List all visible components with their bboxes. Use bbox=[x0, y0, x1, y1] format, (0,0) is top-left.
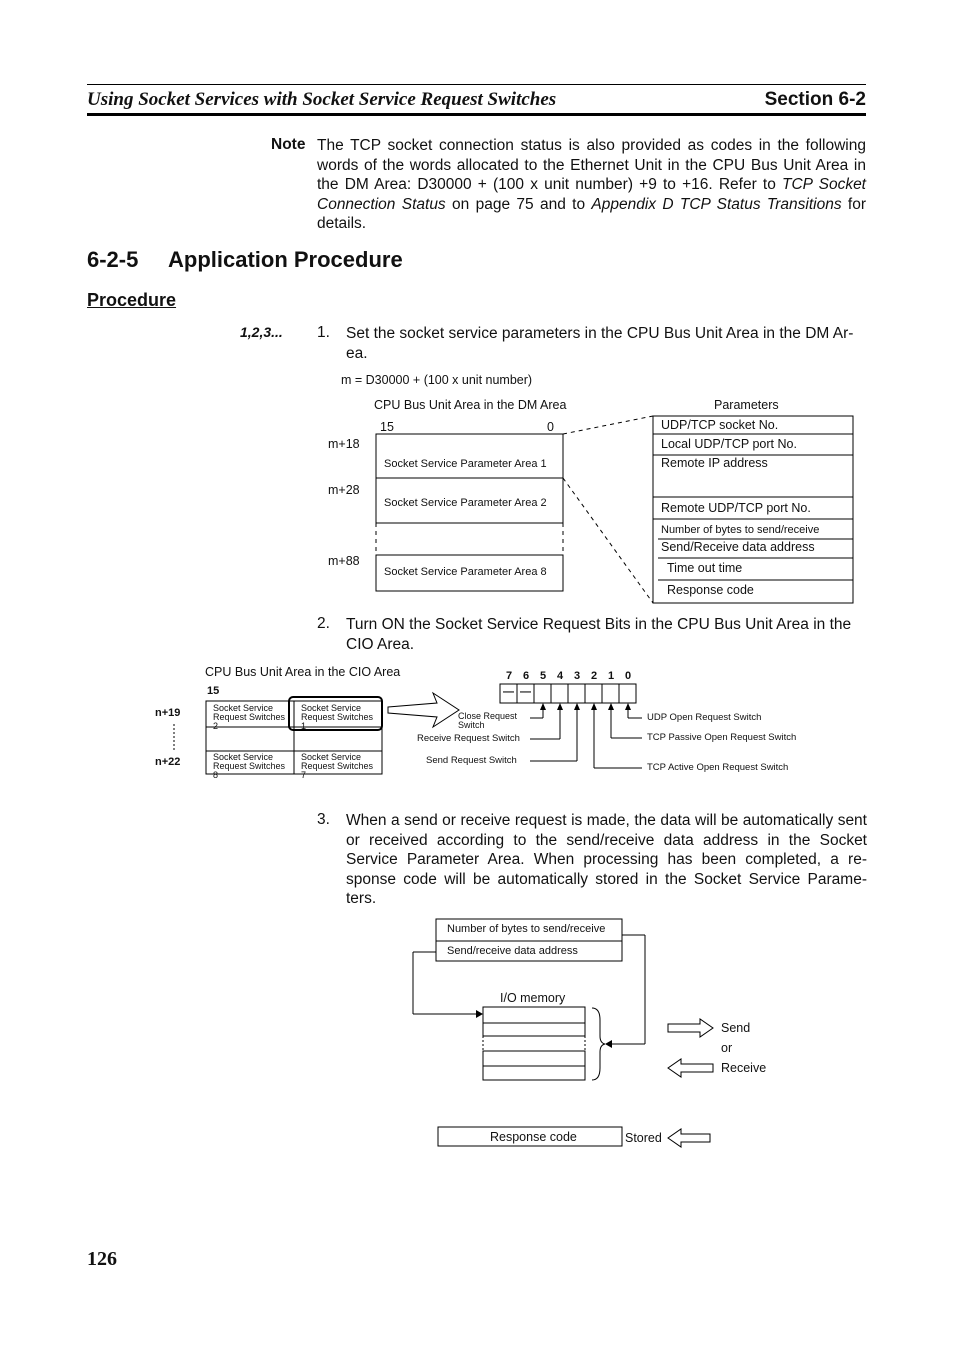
note-link-appendix-d: Appendix D TCP Status Transitions bbox=[591, 195, 842, 213]
fig1-addr-m88: m+88 bbox=[328, 554, 360, 568]
fig2-dash-bit-6: — bbox=[520, 686, 531, 698]
step-2-number: 2. bbox=[317, 615, 330, 632]
fig2-row-n22: n+22 bbox=[155, 756, 181, 768]
param-local-port: Local UDP/TCP port No. bbox=[661, 437, 797, 451]
procedure-heading: Procedure bbox=[87, 290, 177, 310]
param-timeout: Time out time bbox=[667, 561, 743, 575]
fig2-bit-1: 1 bbox=[608, 670, 615, 682]
fig2-cell-switches-7: Socket Service Request Switches 7 bbox=[301, 752, 374, 780]
fig2-send-request-label: Send Request Switch bbox=[426, 755, 517, 766]
note-label: Note bbox=[271, 136, 306, 153]
page-number: 126 bbox=[87, 1248, 117, 1270]
fig2-receive-request-label: Receive Request Switch bbox=[417, 733, 520, 744]
note-link-tcp-status: TCP Socket Connection Status bbox=[317, 176, 866, 213]
step-1-number: 1. bbox=[317, 324, 330, 341]
section-number: 6-2-5 bbox=[87, 247, 139, 272]
fig2-row-n19: n+19 bbox=[155, 707, 181, 719]
param-bytes: Number of bytes to send/receive bbox=[661, 524, 820, 536]
fig2-dash-bit-7: — bbox=[503, 686, 514, 698]
fig2-bit-4: 4 bbox=[557, 670, 564, 682]
fig3-send-label: Send bbox=[721, 1021, 751, 1035]
param-data-address: Send/Receive data address bbox=[661, 540, 815, 554]
step-1-text: Set the socket service parameters in the CPU Bus Unit Area in the DM Ar-ea. bbox=[346, 325, 854, 362]
fig2-bit-5: 5 bbox=[540, 670, 547, 682]
fig1-addr-m28: m+28 bbox=[328, 483, 360, 497]
fig3-address-box: Send/receive data address bbox=[447, 945, 578, 957]
param-response-code: Response code bbox=[667, 583, 754, 597]
running-header-title: Using Socket Services with Socket Service Request Switches bbox=[87, 89, 557, 110]
fig2-cell-switches-2: Socket Service Request Switches 2 bbox=[213, 703, 286, 731]
fig1-param-area-2: Socket Service Parameter Area 2 bbox=[384, 497, 547, 509]
fig2-bit-2: 2 bbox=[591, 670, 598, 682]
section-label: Section 6-2 bbox=[764, 89, 866, 110]
fig1-bit-low: 0 bbox=[547, 420, 554, 434]
fig2-cell-switches-1: Socket Service Request Switches 1 bbox=[301, 703, 374, 731]
fig3-bytes-box: Number of bytes to send/receive bbox=[447, 923, 606, 935]
fig1-addr-m18: m+18 bbox=[328, 437, 360, 451]
fig2-close-request-label: Close Request Switch bbox=[458, 711, 518, 730]
fig2-bit-0: 0 bbox=[625, 670, 632, 682]
steps-label: 1,2,3... bbox=[240, 324, 283, 340]
fig2-cell-switches-8: Socket Service Request Switches 8 bbox=[213, 752, 286, 780]
fig2-area-title: CPU Bus Unit Area in the CIO Area bbox=[205, 665, 401, 679]
fig3-response-code-box: Response code bbox=[490, 1130, 577, 1144]
step-3-number: 3. bbox=[317, 811, 330, 828]
fig3-stored-label: Stored bbox=[625, 1131, 662, 1145]
fig2-bit-7: 7 bbox=[506, 670, 513, 682]
fig3-receive-label: Receive bbox=[721, 1061, 767, 1075]
param-socket-no: UDP/TCP socket No. bbox=[661, 418, 779, 432]
note-text: The TCP socket connection status is also provided as codes in the following words of the words allocated to the Ethernet Unit in the CPU Bus Unit Area in the DM Area: D30000 + (100 x unit number) +9 to +16. Refer to TCP Socket Connection Status on page 75 and to Appendix D TCP Status Transitions for details. bbox=[317, 137, 866, 232]
fig1-params-title: Parameters bbox=[714, 398, 779, 412]
fig1-param-area-1: Socket Service Parameter Area 1 bbox=[384, 458, 547, 470]
fig2-udp-open-label: UDP Open Request Switch bbox=[647, 712, 762, 723]
fig3-io-memory-label: I/O memory bbox=[500, 991, 566, 1005]
param-remote-port: Remote UDP/TCP port No. bbox=[661, 501, 811, 515]
fig2-tcp-active-label: TCP Active Open Request Switch bbox=[647, 762, 789, 773]
fig1-formula: m = D30000 + (100 x unit number) bbox=[341, 373, 533, 387]
step-2-text: Turn ON the Socket Service Request Bits in the CPU Bus Unit Area in the CIO Area. bbox=[346, 616, 852, 653]
fig1-area-title: CPU Bus Unit Area in the DM Area bbox=[374, 398, 567, 412]
fig2-bit-6: 6 bbox=[523, 670, 530, 682]
fig1-param-area-8: Socket Service Parameter Area 8 bbox=[384, 566, 547, 578]
fig2-bit-3: 3 bbox=[574, 670, 581, 682]
fig2-bit-high: 15 bbox=[207, 685, 220, 697]
param-remote-ip: Remote IP address bbox=[661, 456, 768, 470]
fig1-bit-high: 15 bbox=[380, 420, 394, 434]
fig2-tcp-passive-label: TCP Passive Open Request Switch bbox=[647, 732, 797, 743]
step-3-text: When a send or receive request is made, the data will be automatically sent or received according to the send/receive data address in the Socket Service Parameter Area. When processing has been completed, a re-sponse code will be automatically stored in the Socket Service Parame-ters. bbox=[346, 812, 867, 907]
section-title: Application Procedure bbox=[168, 247, 403, 272]
fig3-or-label: or bbox=[721, 1041, 733, 1055]
